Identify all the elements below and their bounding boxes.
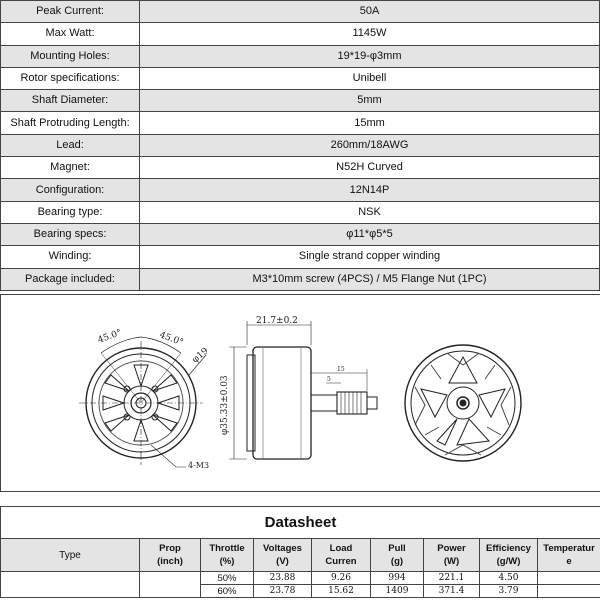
motor-drawing-panel [0, 294, 600, 492]
header-throttle-line1: Throttle [209, 543, 244, 554]
spec-row [1, 246, 600, 268]
angle-left-label: 45.0° [97, 328, 123, 346]
spec-row [1, 201, 600, 223]
datasheet-table [0, 538, 600, 598]
datasheet-cell-voltage: 23.78 [254, 585, 312, 598]
datasheet-cell-throttle: 60% [201, 585, 254, 598]
spec-label: Shaft Protruding Length: [1, 112, 140, 134]
motor-drawing [1, 295, 600, 491]
spec-label: Peak Current: [1, 1, 140, 23]
datasheet-row [1, 572, 600, 585]
motor-front-view [79, 337, 206, 467]
header-power-line2: (W) [444, 556, 459, 567]
datasheet-title: Datasheet [0, 506, 600, 539]
datasheet-cell-power: 371.4 [424, 585, 480, 598]
header-temperature-line1: Temperatur [543, 543, 595, 554]
header-type: Type [1, 539, 140, 572]
spec-label: Winding: [1, 246, 140, 268]
motor-side-view [229, 321, 377, 459]
spec-label: Magnet: [1, 157, 140, 179]
hole-circle-label: φ19 [191, 346, 211, 365]
spec-row [1, 67, 600, 89]
datasheet-section [0, 506, 600, 602]
spec-value: 50A [140, 1, 600, 23]
spec-label: Bearing specs: [1, 223, 140, 245]
datasheet-cell-type [1, 572, 140, 598]
header-efficiency-line1: Efficiency [486, 543, 531, 554]
datasheet-cell-efficiency: 4.50 [480, 572, 538, 585]
datasheet-cell-temperature [538, 585, 600, 598]
holes-note-label: 4-M3 [188, 461, 209, 470]
angle-right-label: 45.0° [158, 330, 184, 348]
header-temperature [538, 539, 600, 572]
spec-value: NSK [140, 201, 600, 223]
spec-row [1, 112, 600, 134]
header-load-line2: Curren [325, 556, 356, 567]
header-throttle [201, 539, 254, 572]
header-voltage [254, 539, 312, 572]
spec-value: N52H Curved [140, 157, 600, 179]
spec-row [1, 223, 600, 245]
spec-value: 19*19-φ3mm [140, 45, 600, 67]
header-prop [140, 539, 201, 572]
datasheet-cell-load: 9.26 [312, 572, 371, 585]
header-temperature-line2: e [566, 556, 571, 567]
spec-value: 260mm/18AWG [140, 134, 600, 156]
spec-value: 15mm [140, 112, 600, 134]
spec-label: Mounting Holes: [1, 45, 140, 67]
spec-row [1, 134, 600, 156]
header-efficiency-line2: (g/W) [497, 556, 521, 567]
header-throttle-line2: (%) [220, 556, 235, 567]
header-pull [371, 539, 424, 572]
spec-label: Rotor specifications: [1, 67, 140, 89]
shaft-diameter-label: 5 [327, 376, 331, 383]
datasheet-cell-pull: 994 [371, 572, 424, 585]
datasheet-cell-voltage: 23.88 [254, 572, 312, 585]
spec-value: 5mm [140, 90, 600, 112]
header-pull-line2: (g) [391, 556, 403, 567]
datasheet-cell-pull: 1409 [371, 585, 424, 598]
datasheet-cell-power: 221.1 [424, 572, 480, 585]
motor-rear-view [405, 345, 521, 461]
header-prop-line2: (inch) [157, 556, 183, 567]
spec-label: Max Watt: [1, 23, 140, 45]
header-prop-line1: Prop [159, 543, 181, 554]
header-pull-line1: Pull [388, 543, 405, 554]
datasheet-cell-prop [140, 572, 201, 598]
header-load [312, 539, 371, 572]
header-voltage-line1: Voltages [263, 543, 302, 554]
datasheet-cell-temperature [538, 572, 600, 585]
spec-label: Shaft Diameter: [1, 90, 140, 112]
shaft-length-label: 15 [337, 366, 345, 373]
spec-value: 1145W [140, 23, 600, 45]
header-power [424, 539, 480, 572]
spec-row [1, 45, 600, 67]
spec-label: Lead: [1, 134, 140, 156]
spec-row [1, 90, 600, 112]
spec-label: Package included: [1, 268, 140, 290]
spec-row [1, 268, 600, 290]
datasheet-cell-throttle: 50% [201, 572, 254, 585]
datasheet-table-body [1, 572, 600, 598]
spec-table [0, 0, 600, 291]
datasheet-cell-efficiency: 3.79 [480, 585, 538, 598]
spec-value: Unibell [140, 67, 600, 89]
diameter-dimension-label: φ35.33±0.03 [220, 375, 230, 435]
header-load-line1: Load [330, 543, 353, 554]
spec-row [1, 1, 600, 23]
spec-row [1, 179, 600, 201]
header-power-line1: Power [437, 543, 466, 554]
spec-value: Single strand copper winding [140, 246, 600, 268]
spec-row [1, 23, 600, 45]
spec-table-body [1, 1, 600, 291]
header-voltage-line2: (V) [276, 556, 289, 567]
datasheet-header-row [1, 539, 600, 572]
spec-row [1, 157, 600, 179]
spec-value: M3*10mm screw (4PCS) / M5 Flange Nut (1PC) [140, 268, 600, 290]
spec-value: 12N14P [140, 179, 600, 201]
spec-label: Bearing type: [1, 201, 140, 223]
width-dimension-label: 21.7±0.2 [256, 316, 298, 326]
spec-label: Configuration: [1, 179, 140, 201]
spec-value: φ11*φ5*5 [140, 223, 600, 245]
header-efficiency [480, 539, 538, 572]
datasheet-cell-load: 15.62 [312, 585, 371, 598]
